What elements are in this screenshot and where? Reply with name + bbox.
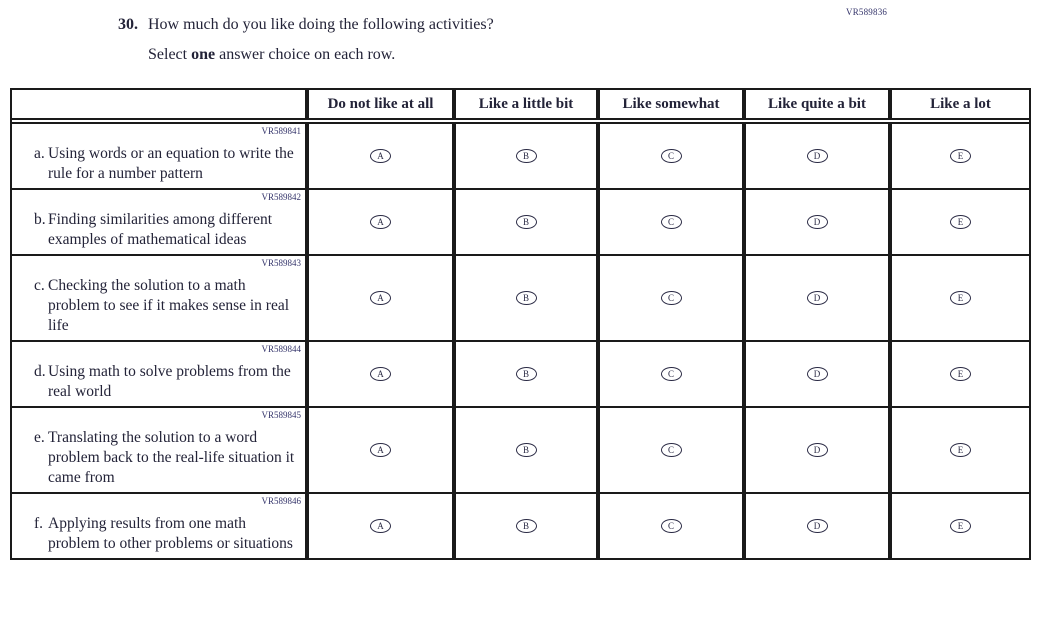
instruction-suffix: answer choice on each row.	[215, 46, 396, 63]
header-do-not-like-at-all: Do not like at all	[305, 90, 452, 118]
option-cell	[888, 408, 1029, 492]
answer-bubble-d[interactable]	[807, 367, 828, 381]
row-letter: d.	[34, 363, 46, 380]
answer-bubble-c[interactable]	[661, 367, 682, 381]
row-activity-cell	[12, 342, 305, 406]
bubble-letter: E	[957, 150, 964, 161]
row-text	[24, 144, 297, 184]
bubble-letter: D	[813, 520, 821, 531]
answer-bubble-a[interactable]	[370, 291, 391, 305]
answer-bubble-d[interactable]	[807, 443, 828, 457]
bubble-letter: C	[667, 216, 674, 227]
answer-bubble-d[interactable]	[807, 215, 828, 229]
answer-bubble-a[interactable]	[370, 519, 391, 533]
row-code: VR589842	[261, 192, 301, 202]
answer-bubble-a[interactable]	[370, 149, 391, 163]
option-cell	[305, 408, 452, 492]
option-cell	[596, 124, 742, 188]
instruction-bold: one	[191, 46, 216, 63]
row-text	[24, 210, 297, 250]
header-activity-stub	[12, 90, 305, 118]
header-like-a-little-bit: Like a little bit	[452, 90, 596, 118]
header-like-a-lot: Like a lot	[888, 90, 1029, 118]
table-row	[12, 188, 1029, 254]
header-like-quite-a-bit: Like quite a bit	[742, 90, 888, 118]
option-cell	[596, 408, 742, 492]
bubble-letter: C	[667, 368, 674, 379]
table-row	[12, 340, 1029, 406]
option-cell	[742, 408, 888, 492]
form-code: VR589836	[846, 7, 888, 17]
answer-bubble-d[interactable]	[807, 519, 828, 533]
bubble-letter: B	[522, 520, 529, 531]
option-cell	[888, 256, 1029, 340]
row-letter: e.	[34, 429, 45, 446]
row-activity-cell	[12, 256, 305, 340]
bubble-letter: C	[667, 444, 674, 455]
option-cell	[742, 256, 888, 340]
row-text	[24, 362, 297, 402]
answer-bubble-b[interactable]	[516, 367, 537, 381]
option-cell	[305, 190, 452, 254]
header-like-somewhat: Like somewhat	[596, 90, 742, 118]
table-row	[12, 492, 1029, 558]
question-instruction	[118, 45, 494, 65]
option-cell	[452, 408, 596, 492]
option-cell	[452, 256, 596, 340]
row-text	[24, 276, 297, 336]
question-header	[118, 15, 494, 65]
row-activity-cell	[12, 408, 305, 492]
answer-bubble-e[interactable]	[950, 291, 971, 305]
row-activity-cell	[12, 494, 305, 558]
table-body	[12, 124, 1029, 558]
instruction-prefix: Select	[148, 46, 192, 63]
option-cell	[452, 124, 596, 188]
option-cell	[888, 342, 1029, 406]
bubble-letter: D	[813, 150, 821, 161]
row-label: Checking the solution to a math problem to see if it makes sense in real life	[48, 277, 290, 334]
option-cell	[742, 124, 888, 188]
row-letter: a.	[34, 145, 45, 162]
option-cell	[596, 342, 742, 406]
answer-bubble-e[interactable]	[950, 519, 971, 533]
answer-bubble-a[interactable]	[370, 443, 391, 457]
table-row	[12, 406, 1029, 492]
bubble-letter: E	[957, 216, 964, 227]
answer-bubble-a[interactable]	[370, 215, 391, 229]
row-text	[24, 428, 297, 488]
option-cell	[305, 124, 452, 188]
bubble-letter: E	[957, 520, 964, 531]
answer-bubble-e[interactable]	[950, 367, 971, 381]
bubble-letter: C	[667, 292, 674, 303]
question-text: How much do you like doing the following activities?	[148, 16, 494, 33]
option-cell	[305, 256, 452, 340]
option-cell	[888, 124, 1029, 188]
option-cell	[596, 494, 742, 558]
answer-bubble-b[interactable]	[516, 443, 537, 457]
row-label: Using words or an equation to write the rule for a number pattern	[48, 145, 294, 182]
option-cell	[305, 342, 452, 406]
option-cell	[305, 494, 452, 558]
option-cell	[888, 190, 1029, 254]
bubble-letter: C	[667, 520, 674, 531]
row-code: VR589846	[261, 496, 301, 506]
row-code: VR589845	[261, 410, 301, 420]
answer-bubble-b[interactable]	[516, 519, 537, 533]
row-letter: c.	[34, 277, 45, 294]
bubble-letter: E	[957, 292, 964, 303]
row-code: VR589844	[261, 344, 301, 354]
bubble-letter: C	[667, 150, 674, 161]
row-activity-cell	[12, 124, 305, 188]
row-code: VR589843	[261, 258, 301, 268]
table-header-row	[12, 90, 1029, 124]
question-number: 30.	[118, 16, 138, 33]
row-text	[24, 514, 297, 554]
row-label: Using math to solve problems from the real world	[48, 363, 291, 400]
row-activity-cell	[12, 190, 305, 254]
bubble-letter: A	[377, 368, 384, 379]
bubble-letter: A	[377, 150, 384, 161]
option-cell	[452, 494, 596, 558]
answer-bubble-e[interactable]	[950, 215, 971, 229]
bubble-letter: D	[813, 444, 821, 455]
answer-bubble-c[interactable]	[661, 149, 682, 163]
answer-bubble-b[interactable]	[516, 149, 537, 163]
option-cell	[742, 494, 888, 558]
bubble-letter: A	[377, 292, 384, 303]
bubble-letter: B	[522, 368, 529, 379]
answer-bubble-e[interactable]	[950, 443, 971, 457]
bubble-letter: D	[813, 292, 821, 303]
bubble-letter: B	[522, 216, 529, 227]
bubble-letter: D	[813, 368, 821, 379]
bubble-letter: D	[813, 216, 821, 227]
question-line	[118, 15, 494, 35]
option-cell	[742, 190, 888, 254]
answer-bubble-c[interactable]	[661, 215, 682, 229]
answer-bubble-b[interactable]	[516, 215, 537, 229]
answer-bubble-c[interactable]	[661, 291, 682, 305]
answer-bubble-b[interactable]	[516, 291, 537, 305]
bubble-letter: E	[957, 444, 964, 455]
bubble-letter: A	[377, 444, 384, 455]
row-code: VR589841	[261, 126, 301, 136]
option-cell	[452, 342, 596, 406]
row-label: Finding similarities among different examples of mathematical ideas	[48, 211, 273, 248]
bubble-letter: B	[522, 292, 529, 303]
option-cell	[596, 190, 742, 254]
table-row	[12, 124, 1029, 188]
answer-bubble-c[interactable]	[661, 519, 682, 533]
bubble-letter: A	[377, 216, 384, 227]
answer-bubble-a[interactable]	[370, 367, 391, 381]
answer-bubble-c[interactable]	[661, 443, 682, 457]
option-cell	[742, 342, 888, 406]
answer-bubble-d[interactable]	[807, 291, 828, 305]
answer-bubble-d[interactable]	[807, 149, 828, 163]
row-letter: f.	[34, 515, 44, 532]
bubble-letter: B	[522, 150, 529, 161]
bubble-letter: B	[522, 444, 529, 455]
bubble-letter: A	[377, 520, 384, 531]
row-label: Applying results from one math problem to other problems or situations	[48, 515, 293, 552]
table-row	[12, 254, 1029, 340]
option-cell	[452, 190, 596, 254]
option-cell	[888, 494, 1029, 558]
option-cell	[596, 256, 742, 340]
row-label: Translating the solution to a word problem back to the real-life situation it came from	[48, 429, 295, 486]
answer-bubble-e[interactable]	[950, 149, 971, 163]
question-table	[10, 88, 1031, 560]
row-letter: b.	[34, 211, 46, 228]
bubble-letter: E	[957, 368, 964, 379]
